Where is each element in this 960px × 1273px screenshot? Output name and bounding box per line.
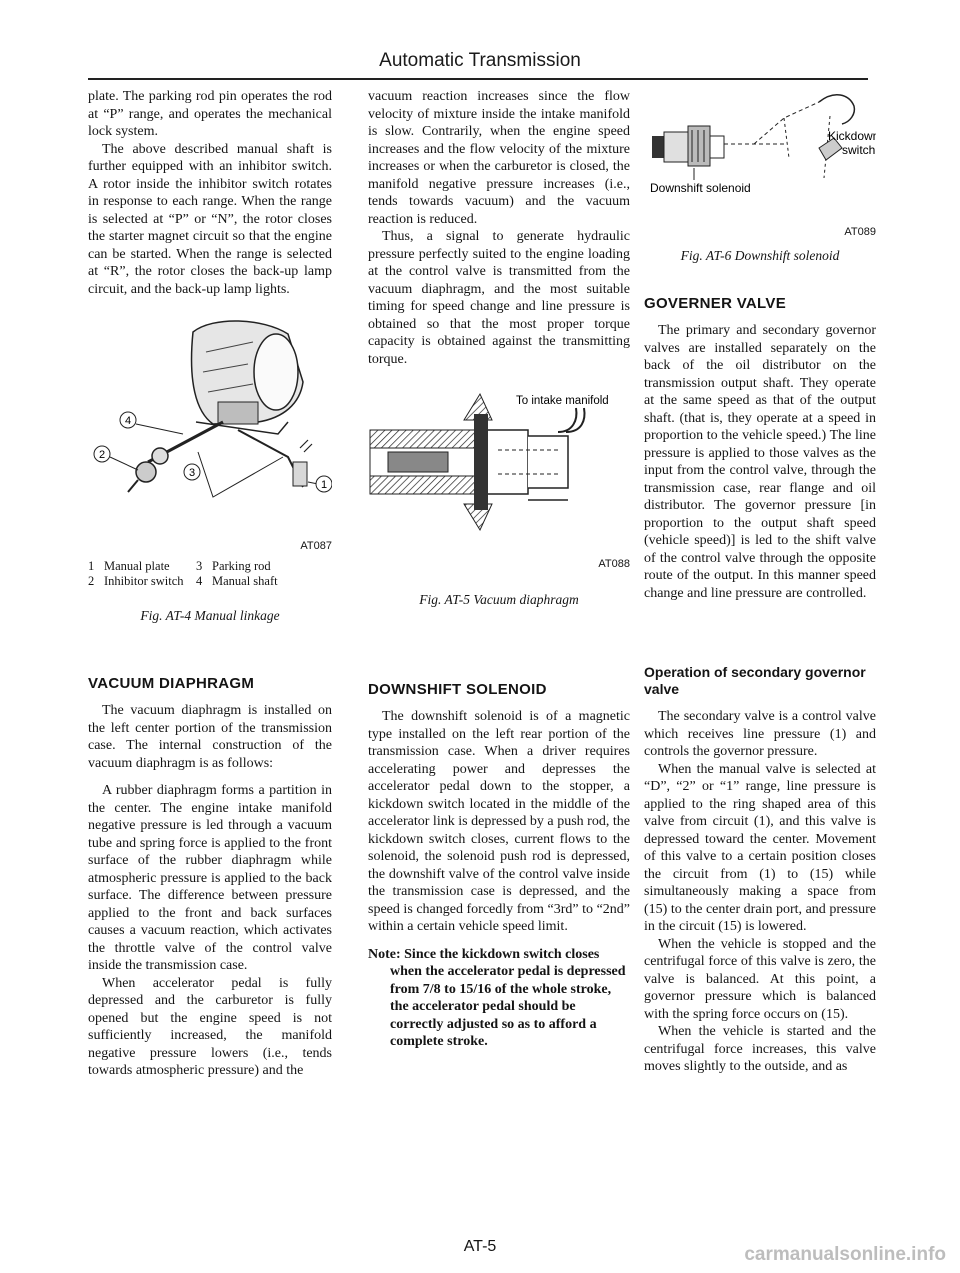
paragraph: When the manual valve is selected at “D”, “2” or “1” range, line pressure is applied to the ring shaped area of this valve from circuit (1), and this valve is depressed toward the center. Movement of this valve to a certain position closes the circuit from (1) to (15) while simultaneously making a space from (15) to the center drain port, and pressure in the circuit (15) is lowered.: [644, 761, 876, 934]
note: Note: Since the kickdown switch closes when the accelerator pedal is depressed from 7/8 to 15/16 of the whole stroke, the accelerator pedal should be correctly adjusted so as to afford a complete stroke.: [368, 946, 626, 1049]
figure-code: AT088: [598, 557, 630, 570]
downshift-solenoid-illustration: [644, 88, 876, 218]
paragraph: The primary and secondary governor valves are installed separately on the back of the oil distributor on the transmission output shaft. They operate at the same speed as that of the output shaft. (that is, they operate at a speed in proportion to the vehicle speed.) The line pressure is applied to those valves as the input from the control valve, through the transmission case, rear flange and oil distributor. The governor pressure [in proportion to the output shaft speed (vehicle speed)] is led to the shift valve of the control valve through the opposite route of the output. In this manner speed change and line pressure are controlled.: [644, 323, 876, 601]
callout-2: [94, 446, 110, 462]
svg-text:1: 1: [320, 479, 328, 491]
svg-text:switch: switch: [842, 143, 876, 157]
legend-num: 4: [196, 574, 203, 588]
figure-downshift-solenoid: [644, 88, 876, 265]
callout-1: [316, 476, 332, 492]
legend-num: 3: [196, 559, 203, 573]
page-header: Automatic Transmission: [379, 50, 581, 71]
section-title: VACUUM DIAPHRAGM: [88, 674, 255, 692]
figure-code: AT087: [300, 539, 332, 552]
legend-label: Manual shaft: [212, 574, 278, 588]
paragraph: When the vehicle is stopped and the centrifugal force of this valve is zero, the valve is balanced. At this point, a governor pressure which is balanced with the spring force occurs on (15).: [644, 936, 876, 1022]
figure-caption: Fig. AT-4 Manual linkage: [140, 608, 280, 623]
paragraph: The secondary valve is a control valve which receives line pressure (1) and controls the governor pressure.: [644, 709, 876, 759]
svg-text:4: 4: [124, 415, 132, 427]
paragraph: plate. The parking rod pin operates the rod at “P” range, and operates the mechanical lock system.: [88, 89, 332, 139]
paragraph: When accelerator pedal is fully depressed and the carburetor is fully opened but the engine speed is not sufficiently increased, the manifold negative pressure lowers (i.e., tends towards atmospheric pressure) and the: [88, 975, 332, 1078]
header-rule: [88, 78, 868, 80]
svg-text:Kickdown: Kickdown: [828, 129, 876, 143]
watermark: carmanualsonline.info: [744, 1244, 946, 1265]
legend-num: 1: [88, 559, 95, 573]
figure-legend: [88, 559, 332, 589]
paragraph: Thus, a signal to generate hydraulic pressure perfectly suited to the engine loading at the control valve is transmitted from the vacuum diaphragm, and the most suitable timing for speed change and line pressure is obtained so that the most proper torque capacity is obtained against the transmitting torque.: [368, 229, 630, 367]
callout-4: [120, 412, 136, 428]
legend-num: 2: [88, 574, 95, 588]
figure-caption: Fig. AT-5 Vacuum diaphragm: [419, 592, 579, 607]
paragraph: A rubber diaphragm forms a partition in the center. The engine intake manifold negative pressure is led through a vacuum tube and spring force is applied to the front surface of the rubber diaphragm while atmospheric pressure is applied to the back surface. The difference between pressure applied to the front and back surfaces causes a vacuum reaction, which activates the throttle valve of the control valve inside the transmission case.: [88, 783, 332, 973]
paragraph: The vacuum diaphragm is installed on the left center portion of the transmission case. The internal construction of the vacuum diaphragm is as follows:: [88, 703, 332, 771]
svg-text:2: 2: [98, 449, 106, 461]
figure-vacuum-diaphragm: [368, 390, 630, 609]
section-title: GOVERNER VALVE: [644, 294, 786, 312]
svg-text:To intake manifold: To intake manifold: [516, 395, 609, 407]
legend-label: Manual plate: [104, 559, 170, 573]
legend-label: Inhibitor switch: [104, 574, 184, 588]
legend-label: Parking rod: [212, 559, 271, 573]
figure-manual-linkage: [88, 312, 332, 625]
figure-code: AT089: [844, 225, 876, 238]
svg-text:3: 3: [188, 467, 196, 479]
column-right: [644, 88, 876, 1076]
paragraph: The downshift solenoid is of a magnetic type installed on the left rear portion of the transmission case. When a driver requires accelerating power and depresses the accelerator pedal down to the stopper, a kickdown switch located in the middle of the accelerator link is depressed by a push rod, the kickdown switch closes, current flows to the solenoid, the solenoid push rod is depressed, the downshift valve of the control valve inside the transmission case is depressed, and the speed is changed forcedly from “3rd” to “2nd” within a certain vehicle speed limit.: [368, 709, 630, 934]
paragraph: When the vehicle is started and the centrifugal force increases, this valve moves slightly to the outside, and as: [644, 1024, 876, 1074]
paragraph: vacuum reaction increases since the flow velocity of mixture inside the intake manifold is slow. Contrarily, when the engine speed increases and the flow velocity of the mixture increases or when the carburetor is closed, the manifold negative pressure increases (i.e., tends towards vacuum) and the vacuum reaction is reduced.: [368, 89, 630, 227]
page-number: AT-5: [463, 1238, 497, 1255]
figure-caption: Fig. AT-6 Downshift solenoid: [680, 248, 840, 263]
svg-text:Downshift solenoid: Downshift solenoid: [650, 181, 751, 195]
manual-linkage-illustration: [88, 312, 332, 532]
callout-3: [184, 464, 200, 480]
paragraph: The above described manual shaft is further equipped with an inhibitor switch. A rotor inside the inhibitor switch rotates in response to each range. When the range is selected at “P” or “N”, the rotor closes the starter magnet circuit so that the engine can be started. When the range is selected at “R”, the rotor closes the back-up lamp circuit, and the back-up lamp lights.: [88, 141, 332, 297]
vacuum-diaphragm-illustration: [368, 390, 630, 550]
column-left: [88, 88, 332, 1080]
section-title: DOWNSHIFT SOLENOID: [368, 680, 547, 698]
column-middle: [368, 88, 630, 1051]
subsection-title: Operation of secondary governor valve: [644, 664, 866, 697]
